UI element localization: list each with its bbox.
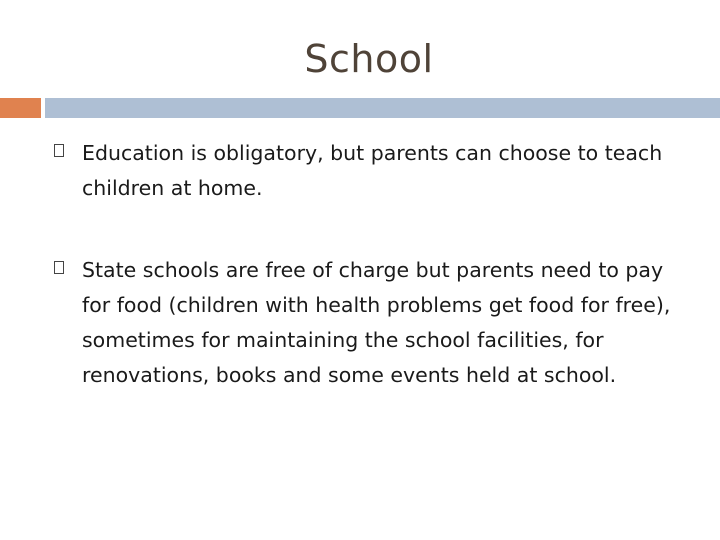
- bullet-item: [54, 253, 674, 393]
- square-bullet-icon: [54, 144, 64, 157]
- bullet-item: [54, 136, 674, 206]
- square-bullet-icon: [54, 261, 64, 274]
- slide-title: School: [304, 37, 434, 81]
- bullet-text: State schools are free of charge but parents need to pay for food (children with health problems get food for free), sometimes for maintaining the school facilities, for renovations, books and some events held at school.: [82, 258, 671, 387]
- bullet-text: Education is obligatory, but parents can choose to teach children at home.: [82, 141, 663, 200]
